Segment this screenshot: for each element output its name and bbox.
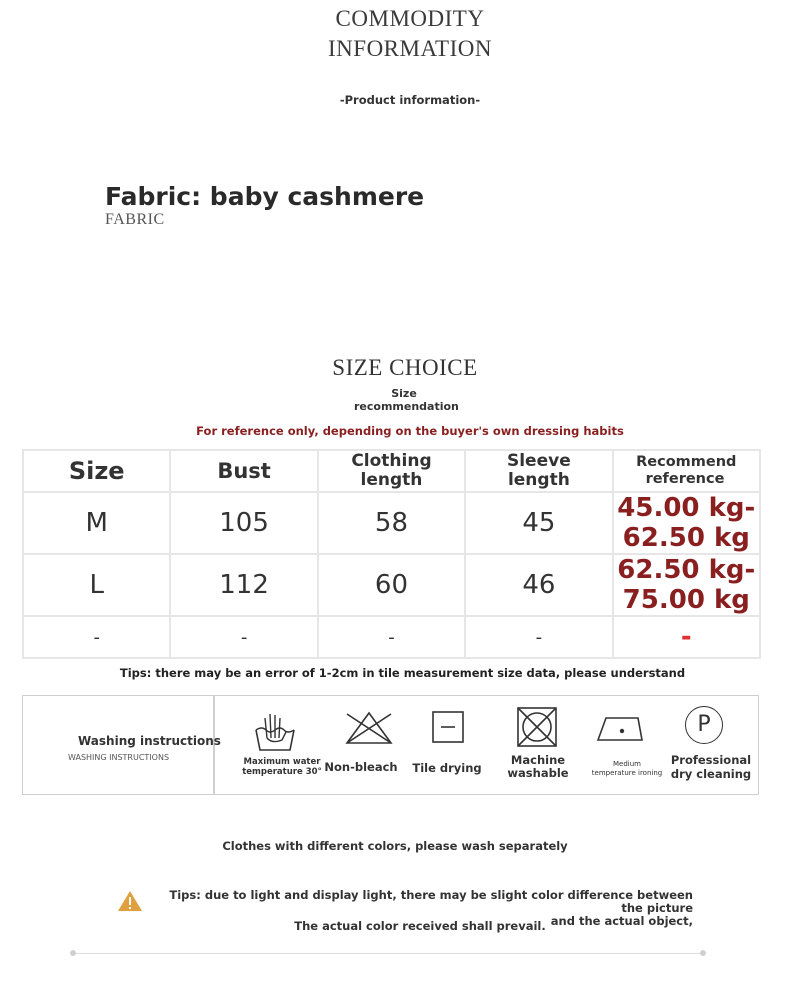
wash-item-label: Machine washable	[507, 753, 569, 780]
table-row	[23, 616, 760, 658]
header-recommend-reference: Recommend reference	[613, 450, 760, 492]
commodity-title-line2: INFORMATION	[328, 36, 492, 61]
wash-item-label: Medium temperature ironing	[591, 760, 663, 777]
divider-dot-right	[700, 950, 706, 956]
cell-recommend: 62.50 kg-75.00 kg	[613, 554, 760, 616]
color-tip: Tips: due to light and display light, there may be slight color difference between the picture and the actual object,	[169, 888, 693, 928]
fabric-label: FABRIC	[105, 211, 165, 228]
table-row	[23, 554, 760, 616]
cell-sleeve-length: 46	[465, 554, 612, 616]
machine-wash-crossed-icon	[515, 705, 559, 749]
separate-wash-note: Clothes with different colors, please wash separately	[222, 839, 568, 853]
fabric-title: Fabric: baby cashmere	[105, 182, 425, 211]
header-bust: Bust	[170, 450, 317, 492]
washing-title: Washing instructions	[78, 734, 221, 748]
cell-sleeve-length: -	[465, 616, 612, 658]
size-rec-line1: Size	[391, 387, 417, 400]
cell-clothing-length: 60	[318, 554, 465, 616]
color-tip-final: The actual color received shall prevail.	[294, 919, 546, 933]
wash-item-label: Professional dry cleaning	[670, 753, 752, 781]
cell-size: -	[23, 616, 170, 658]
no-bleach-icon	[343, 710, 395, 746]
cell-bust: 105	[170, 492, 317, 554]
header-size: Size	[23, 450, 170, 492]
commodity-title-line1: COMMODITY	[335, 6, 485, 31]
size-tips: Tips: there may be an error of 1-2cm in tile measurement size data, please understand	[119, 666, 686, 680]
size-recommendation-label	[354, 387, 459, 413]
bottom-divider	[73, 953, 703, 954]
warning-icon	[117, 890, 143, 912]
size-table-header-row	[23, 450, 760, 492]
cell-size: M	[23, 492, 170, 554]
table-row	[23, 492, 760, 554]
cell-sleeve-length: 45	[465, 492, 612, 554]
tile-drying-icon	[431, 710, 465, 744]
header-sleeve-length: Sleeve length	[465, 450, 612, 492]
wash-item-label: Maximum water temperature 30°	[242, 757, 322, 777]
cell-bust: 112	[170, 554, 317, 616]
size-table	[22, 449, 761, 659]
hand-wash-icon	[252, 708, 298, 754]
cell-clothing-length: -	[318, 616, 465, 658]
header-clothing-length: Clothing length	[318, 450, 465, 492]
cell-clothing-length: 58	[318, 492, 465, 554]
commodity-title	[0, 4, 800, 64]
cell-recommend: 45.00 kg-62.50 kg	[613, 492, 760, 554]
cell-size: L	[23, 554, 170, 616]
cell-bust: -	[170, 616, 317, 658]
product-info-subtitle: -Product information-	[339, 93, 481, 107]
dry-clean-p-icon: P	[685, 706, 723, 744]
divider-dot-left	[70, 950, 76, 956]
size-reference-note: For reference only, depending on the buyer's own dressing habits	[196, 424, 624, 438]
size-rec-line2: recommendation	[354, 400, 459, 413]
wash-item-label: Non-bleach	[324, 760, 398, 774]
cell-recommend: -	[613, 616, 760, 658]
size-choice-title: SIZE CHOICE	[332, 355, 478, 380]
iron-medium-icon	[596, 712, 646, 744]
wash-item-label: Tile drying	[412, 761, 482, 775]
washing-subtitle: WASHING INSTRUCTIONS	[68, 753, 170, 762]
